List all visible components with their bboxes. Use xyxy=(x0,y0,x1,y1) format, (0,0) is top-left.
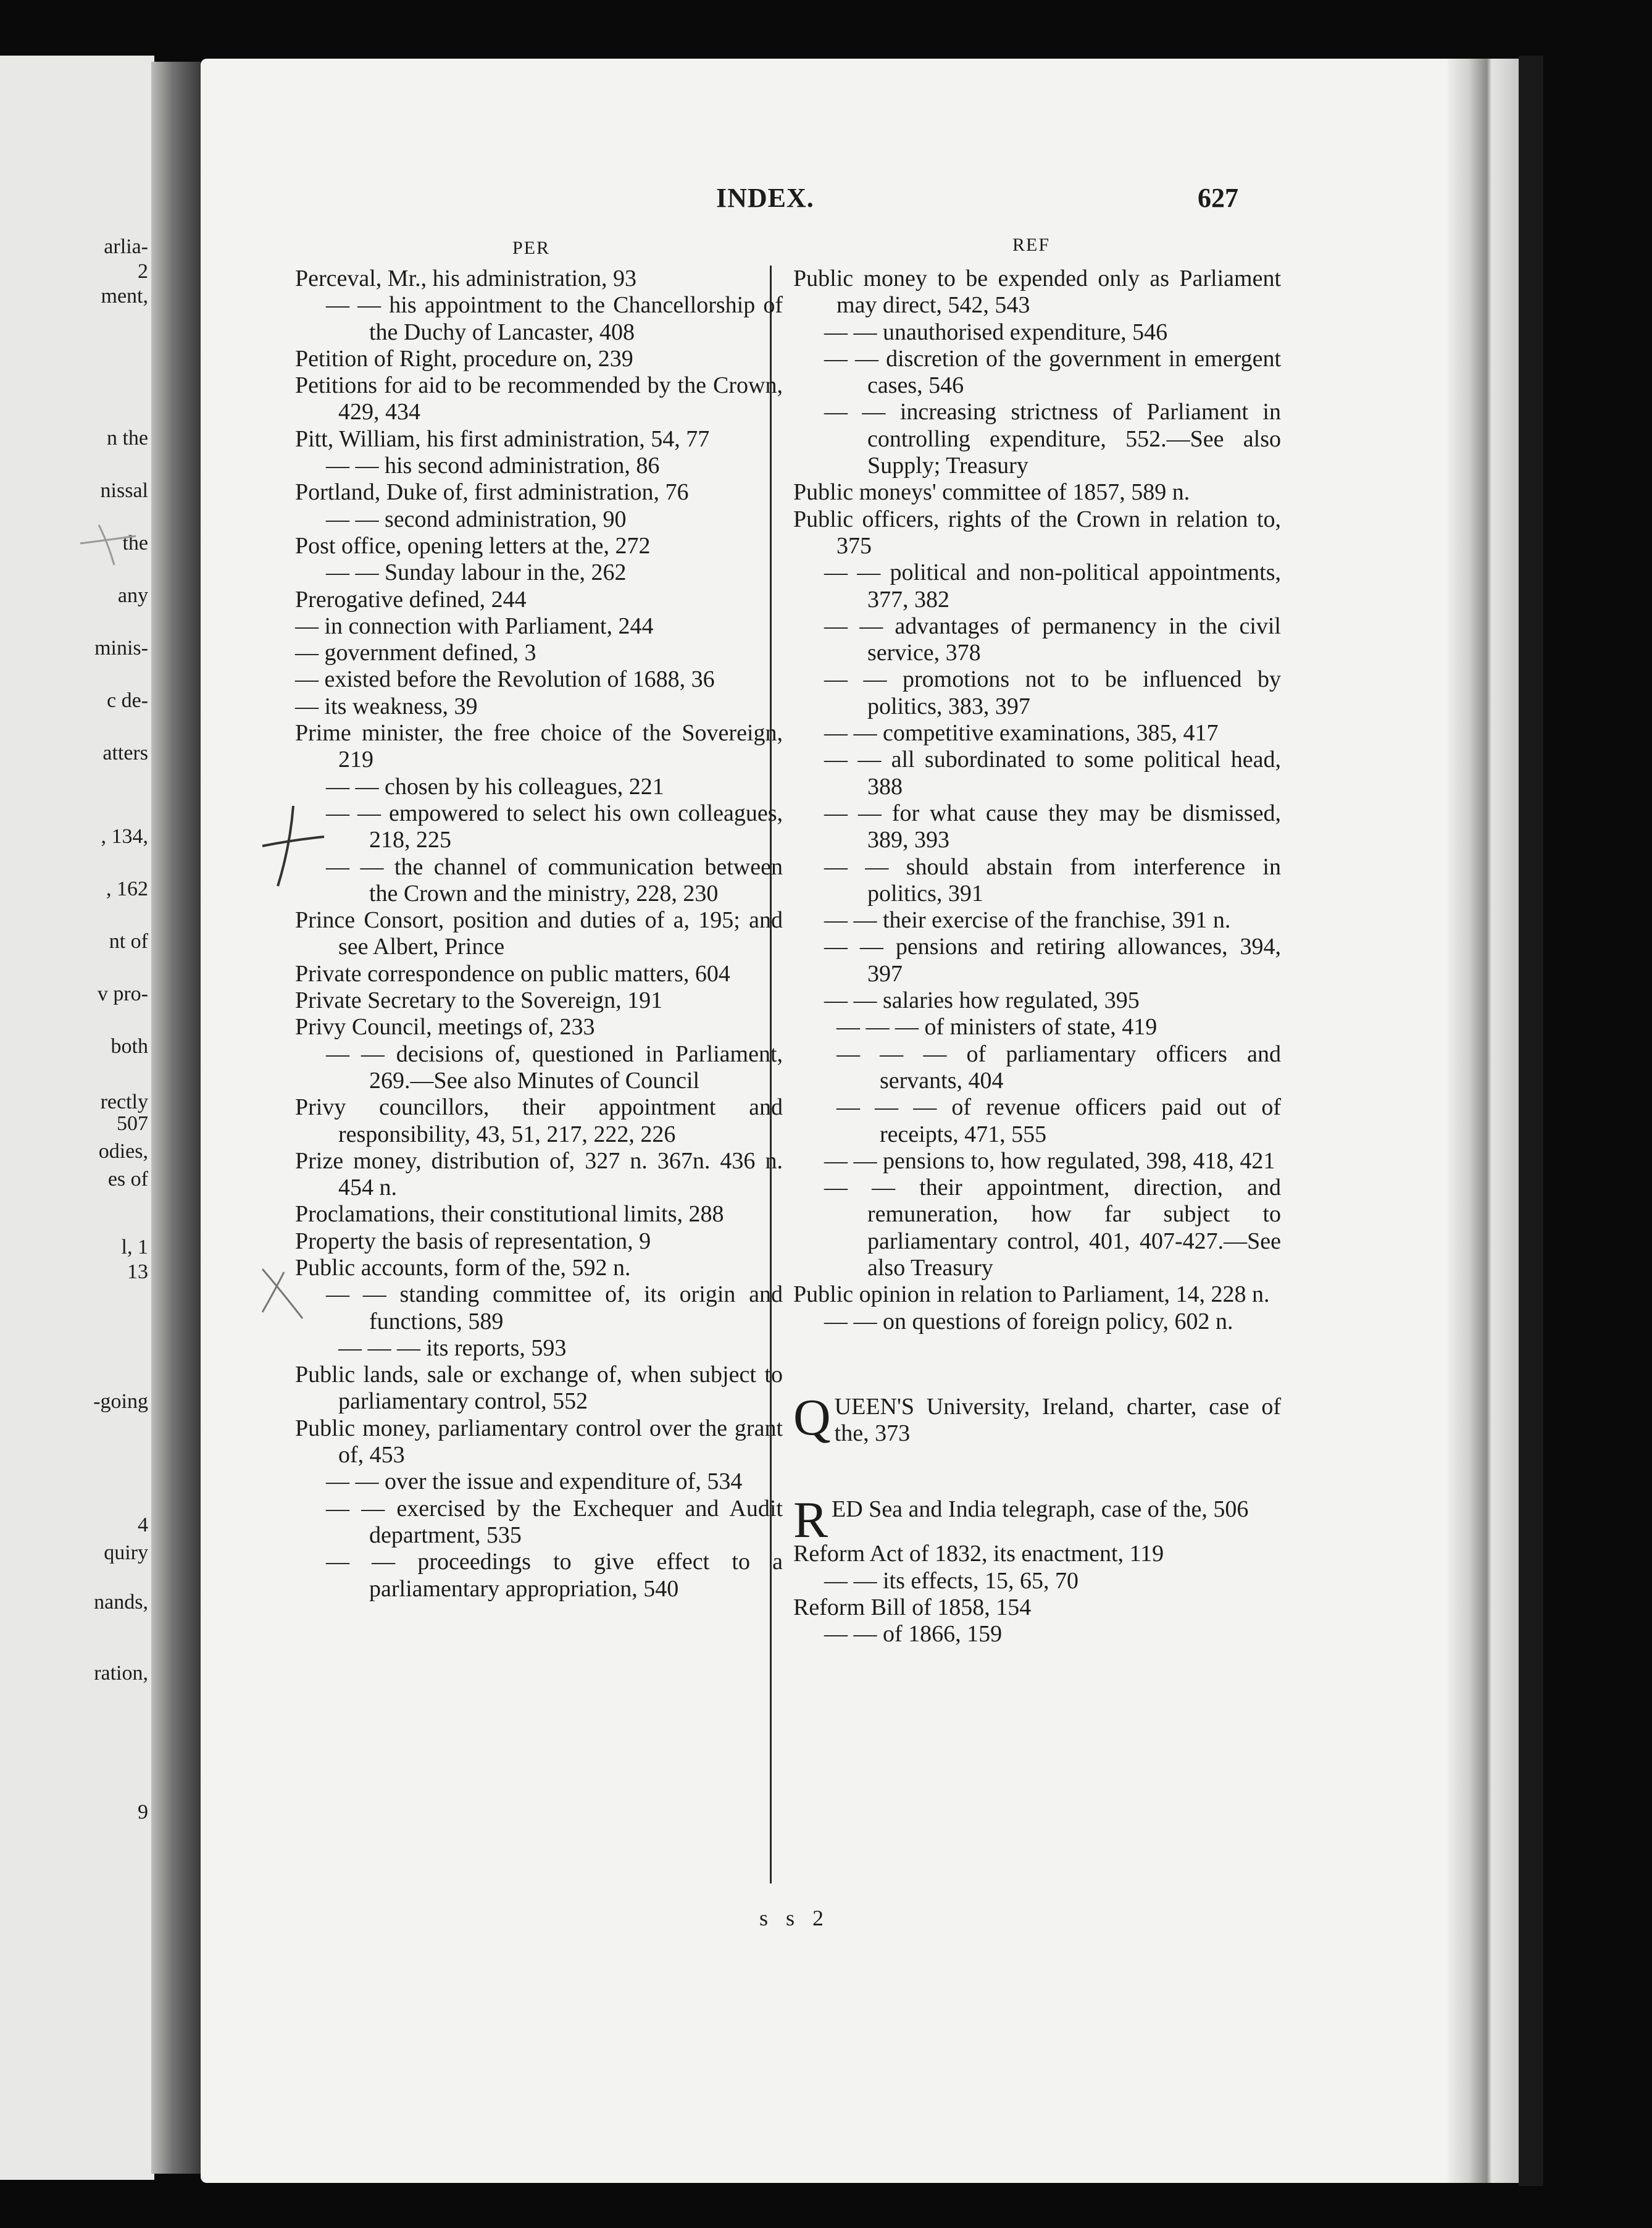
index-entry: — — — of parliamentary officers and servants, 404 xyxy=(836,1041,1281,1094)
index-entry: Petition of Right, procedure on, 239 xyxy=(295,345,633,372)
facing-page-fragment: -going xyxy=(93,1390,148,1413)
left-column-head: PER xyxy=(512,238,551,258)
index-entry: — existed before the Revolution of 1688, 36 xyxy=(295,666,715,693)
pencil-mark-x xyxy=(256,1260,312,1321)
index-entry: — — decisions of, questioned in Parliament, 269.—See also Minutes of Council xyxy=(326,1041,783,1094)
left-index-column xyxy=(295,266,783,1602)
index-entry: Privy Council, meetings of, 233 xyxy=(295,1014,595,1041)
index-entry: Post office, opening letters at the, 272 xyxy=(295,532,651,559)
facing-page-fragment: rectly xyxy=(100,1091,148,1113)
facing-page-fragment: , 162 xyxy=(106,877,148,900)
right-column-head: REF xyxy=(1012,235,1051,255)
facing-page-fragment: 4 xyxy=(138,1514,148,1536)
index-entry: Petitions for aid to be recommended by the Crown, 429, 434 xyxy=(295,372,783,425)
index-entry: Reform Act of 1832, its enactment, 119 xyxy=(793,1541,1164,1567)
facing-page-fragment: odies, xyxy=(98,1140,148,1163)
index-entry: — its weakness, 39 xyxy=(295,693,478,719)
index-entry: — — pensions and retiring allowances, 394, 397 xyxy=(824,934,1281,987)
index-entry: — — exercised by the Exchequer and Audit department, 535 xyxy=(326,1495,783,1548)
index-entry: — — chosen by his colleagues, 221 xyxy=(326,773,664,800)
index-entry: — — the channel of communication between the Crown and the ministry, 228, 230 xyxy=(326,853,783,907)
index-entry: — — standing committee of, its origin and functions, 589 xyxy=(326,1281,783,1334)
index-entry: — — advantages of permanency in the civil service, 378 xyxy=(824,613,1281,666)
index-entry: — — — of revenue officers paid out of receipts, 471, 555 xyxy=(836,1094,1281,1147)
index-entry: Public money, parliamentary control over the grant of, 453 xyxy=(295,1415,783,1468)
index-entry: — — on questions of foreign policy, 602 n. xyxy=(824,1308,1233,1334)
facing-page xyxy=(0,56,154,2180)
index-entry: Property the basis of representation, 9 xyxy=(295,1228,651,1254)
index-entry: — — their appointment, direction, and remuneration, how far subject to parliamentary control, 401, 407-427.—See also Treasury xyxy=(824,1175,1281,1281)
index-entry: — — increasing strictness of Parliament in controlling expenditure, 552.—See also Supply; Treasury xyxy=(824,399,1281,479)
facing-page-fragment: l, 1 xyxy=(121,1236,148,1258)
index-entry: — — unauthorised expenditure, 546 xyxy=(824,319,1168,345)
right-index-column xyxy=(793,266,1281,1648)
index-entry: — in connection with Parliament, 244 xyxy=(295,613,654,639)
index-entry: — — — its reports, 593 xyxy=(338,1334,567,1361)
index-entry: — — political and non-political appointments, 377, 382 xyxy=(824,559,1281,613)
index-entry: Public opinion in relation to Parliament, 14, 228 n. xyxy=(793,1281,1270,1308)
facing-page-fragment: 13 xyxy=(127,1260,148,1283)
index-entry: — — Sunday labour in the, 262 xyxy=(326,559,627,586)
signature-mark: s s 2 xyxy=(759,1906,830,1930)
page-title: INDEX. xyxy=(716,183,814,213)
index-entry: — — for what cause they may be dismissed, 389, 393 xyxy=(824,800,1281,853)
index-entry: — — discretion of the government in emergent cases, 546 xyxy=(824,345,1281,399)
index-entry: — — — of ministers of state, 419 xyxy=(836,1014,1158,1041)
index-entry: — — competitive examinations, 385, 417 xyxy=(824,720,1219,747)
r-section-entry xyxy=(793,1491,1281,1549)
q-section-entry xyxy=(793,1388,1281,1447)
index-entry: Public money to be expended only as Parliament may direct, 542, 543 xyxy=(793,266,1281,319)
facing-page-fragment: ration, xyxy=(94,1662,148,1685)
facing-page-fragment: the xyxy=(122,532,148,555)
facing-page-fragment: minis- xyxy=(94,637,148,660)
q-section-text: UEEN'S University, Ireland, charter, case of the, 373 xyxy=(834,1393,1281,1447)
facing-page-fragment: es of xyxy=(107,1168,148,1191)
drop-cap-q: Q xyxy=(793,1388,831,1446)
index-entry: — — his second administration, 86 xyxy=(326,453,660,479)
index-entry: — — of 1866, 159 xyxy=(824,1621,1003,1648)
index-entry: Private correspondence on public matters, 604 xyxy=(295,960,730,987)
index-entry: — — should abstain from interference in politics, 391 xyxy=(824,853,1281,907)
index-entry: Pitt, William, his first administration, 54, 77 xyxy=(295,425,710,452)
facing-page-fragment: ment, xyxy=(101,285,148,308)
index-entry: — — promotions not to be influenced by politics, 383, 397 xyxy=(824,666,1281,719)
index-entry: Public moneys' committee of 1857, 589 n. xyxy=(793,479,1190,506)
facing-page-fragment: nissal xyxy=(100,479,148,502)
page-number: 627 xyxy=(1198,183,1238,213)
index-entry: — — empowered to select his own colleagues, 218, 225 xyxy=(326,800,783,853)
facing-page-fragment: both xyxy=(111,1035,148,1058)
index-entry: Private Secretary to the Sovereign, 191 xyxy=(295,987,663,1014)
index-entry: Privy councillors, their appointment and responsibility, 43, 51, 217, 222, 226 xyxy=(295,1094,783,1147)
index-entry: — — second administration, 90 xyxy=(326,506,627,532)
index-entry: Prime minister, the free choice of the Sovereign, 219 xyxy=(295,720,783,773)
index-entry: — — all subordinated to some political head, 388 xyxy=(824,747,1281,800)
index-entry: Proclamations, their constitutional limits, 288 xyxy=(295,1201,724,1228)
facing-page-fragment: nt of xyxy=(109,930,148,953)
facing-page-fragment: , 134, xyxy=(101,825,148,848)
facing-page-fragment: v pro- xyxy=(97,982,148,1005)
pencil-mark-cross-left xyxy=(74,519,142,568)
pencil-mark-cross xyxy=(259,803,327,889)
facing-page-fragment: 9 xyxy=(138,1801,148,1824)
facing-page-fragment: nands, xyxy=(94,1591,148,1614)
drop-cap-r: R xyxy=(793,1491,828,1549)
page-edge xyxy=(1448,59,1519,2183)
facing-page-fragment: n the xyxy=(106,427,148,450)
index-entry: Public officers, rights of the Crown in relation to, 375 xyxy=(793,506,1281,559)
book-gutter xyxy=(151,62,201,2174)
index-entry: — — its effects, 15, 65, 70 xyxy=(824,1567,1078,1594)
facing-page-fragment: any xyxy=(117,584,148,607)
index-entry: Public lands, sale or exchange of, when subject to parliamentary control, 552 xyxy=(295,1362,783,1415)
facing-page-fragment: arlia- xyxy=(104,235,148,258)
index-entry: Prize money, distribution of, 327 n. 367n. 436 n. 454 n. xyxy=(295,1147,783,1201)
facing-page-fragment: atters xyxy=(102,742,148,764)
index-entry: — — over the issue and expenditure of, 534 xyxy=(326,1468,743,1495)
index-entry: Prince Consort, position and duties of a, 195; and see Albert, Prince xyxy=(295,907,783,960)
index-entry: — government defined, 3 xyxy=(295,640,536,666)
index-entry: — — proceedings to give effect to a parliamentary appropriation, 540 xyxy=(326,1549,783,1602)
facing-page-fragment: 507 xyxy=(117,1112,148,1135)
facing-page-fragment: c de- xyxy=(106,689,148,712)
index-entry: Public accounts, form of the, 592 n. xyxy=(295,1254,631,1281)
index-entry: — — his appointment to the Chancellorship of the Duchy of Lancaster, 408 xyxy=(326,292,783,345)
index-entry: Portland, Duke of, first administration, 76 xyxy=(295,479,689,506)
facing-page-fragment: 2 xyxy=(138,260,148,283)
index-entry: — — salaries how regulated, 395 xyxy=(824,987,1140,1014)
facing-page-fragment: quiry xyxy=(104,1541,148,1564)
index-entry: Perceval, Mr., his administration, 93 xyxy=(295,266,637,291)
book-edge xyxy=(1519,56,1543,2186)
r-section-text: ED Sea and India telegraph, case of the, 506 xyxy=(832,1496,1249,1523)
index-entry: — — pensions to, how regulated, 398, 418, 421 xyxy=(824,1147,1275,1174)
index-entry: — — their exercise of the franchise, 391 n. xyxy=(824,907,1231,934)
index-entry: Reform Bill of 1858, 154 xyxy=(793,1594,1032,1621)
index-entry: Prerogative defined, 244 xyxy=(295,586,527,613)
